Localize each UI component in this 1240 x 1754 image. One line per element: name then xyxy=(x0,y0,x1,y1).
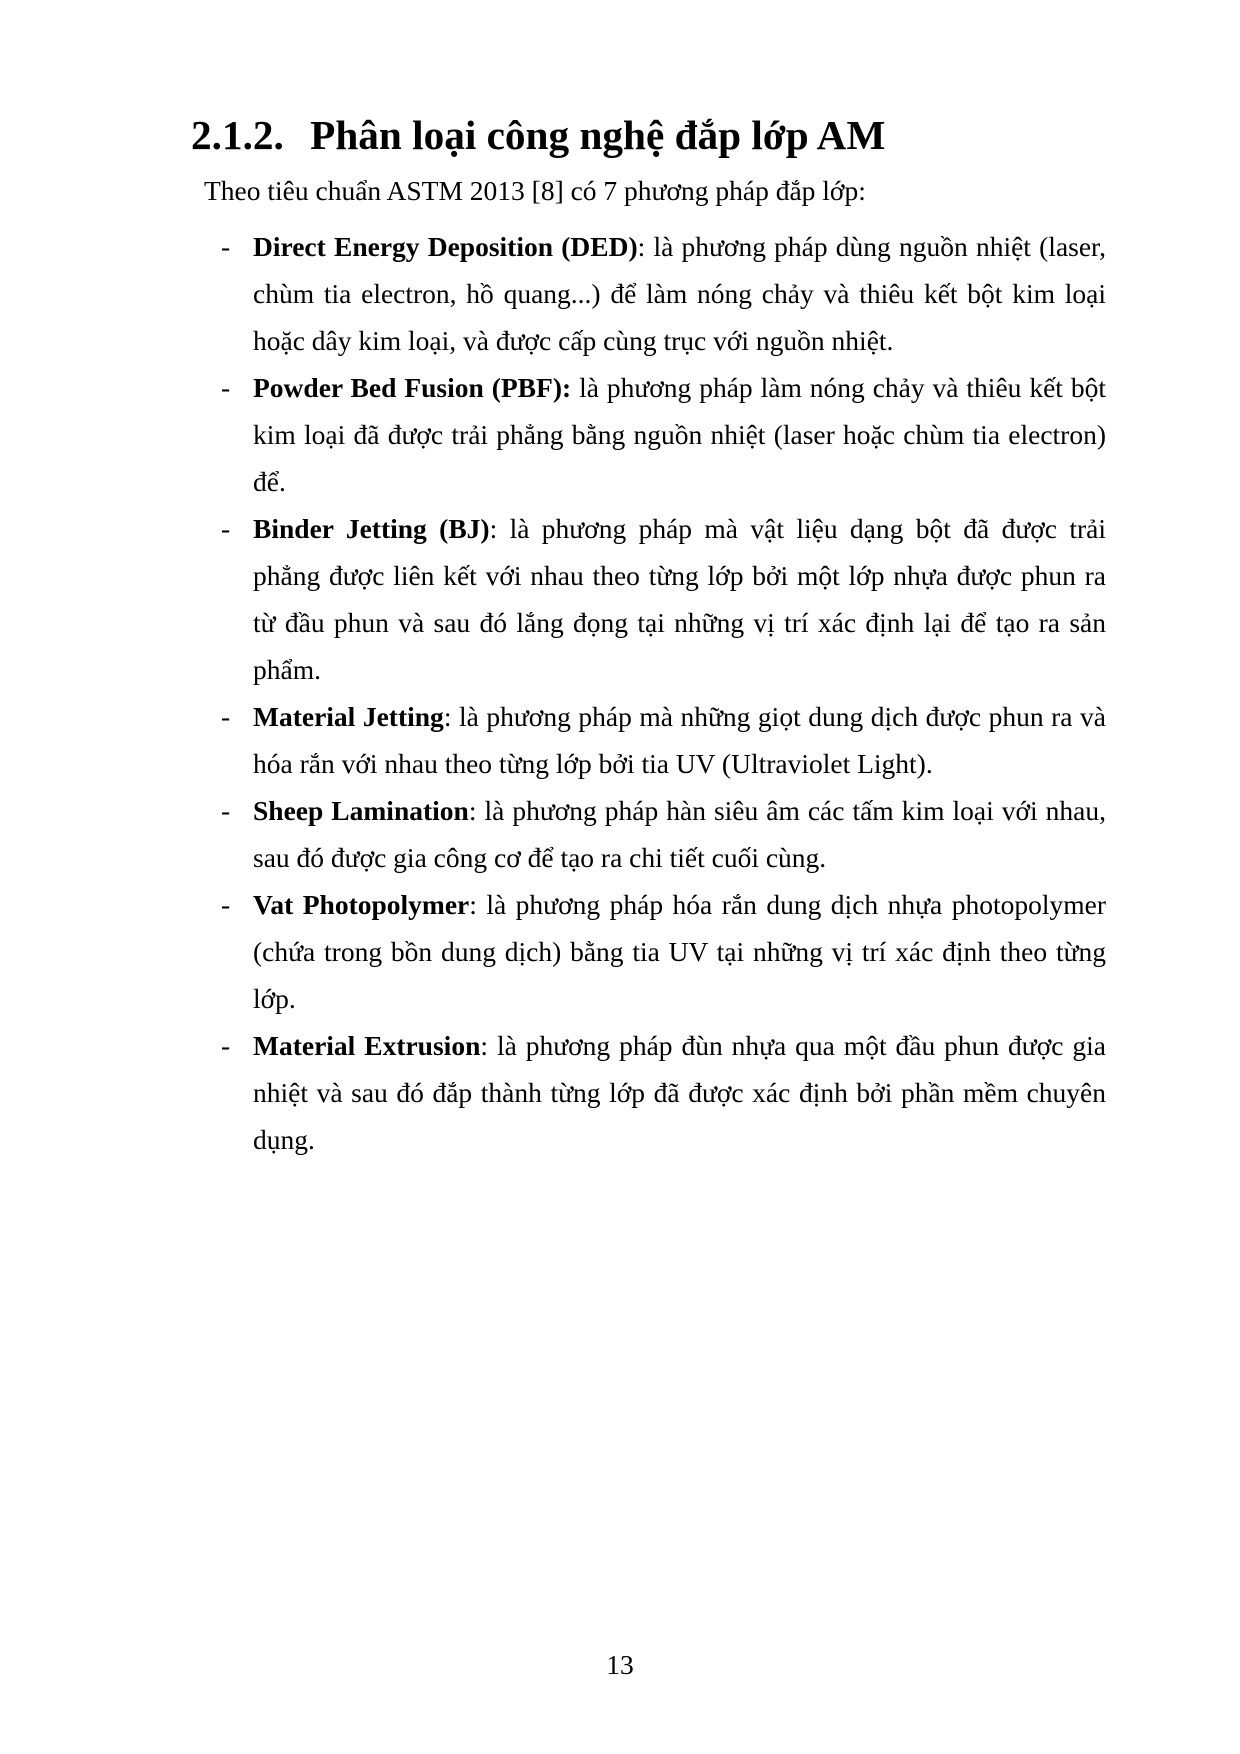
term-bold: Material Jetting xyxy=(253,701,444,732)
intro-paragraph: Theo tiêu chuẩn ASTM 2013 [8] có 7 phương pháp đắp lớp: xyxy=(204,175,866,206)
list-item xyxy=(184,881,1106,1022)
list-item xyxy=(184,787,1106,881)
bullet-marker: - xyxy=(221,795,231,826)
bullet-marker: - xyxy=(221,701,231,732)
item-text: : là phương pháp hóa rắn dung dịch nhựa photopolymer (chứa trong bồn dung dịch) bằng tia UV tại những vị trí xác định theo từng lớp. xyxy=(253,889,1107,1014)
section-title: Phân loại công nghệ đắp lớp AM xyxy=(310,112,886,158)
list-item xyxy=(184,505,1106,693)
term-bold: Material Extrusion xyxy=(253,1030,481,1061)
bullet-marker: - xyxy=(221,1030,231,1061)
section-number: 2.1.2. xyxy=(191,112,284,158)
item-text: : là phương pháp dùng nguồn nhiệt (laser, chùm tia electron, hồ quang...) để làm nóng chảy và thiêu kết bột kim loại hoặc dây kim loại, và được cấp cùng trục với nguồn nhiệt. xyxy=(253,231,1106,356)
bullet-marker: - xyxy=(221,889,231,920)
item-text: : là phương pháp hàn siêu âm các tấm kim loại với nhau, sau đó được gia công cơ để tạo ra chi tiết cuối cùng. xyxy=(253,795,1106,873)
term-bold: Binder Jetting (BJ) xyxy=(253,513,490,544)
item-text: : là phương pháp đùn nhựa qua một đầu phun được gia nhiệt và sau đó đắp thành từng lớp đã được xác định bởi phần mềm chuyên dụng. xyxy=(253,1030,1106,1155)
item-text: : là phương pháp mà những giọt dung dịch được phun ra và hóa rắn với nhau theo từng lớp bởi tia UV (Ultraviolet Light). xyxy=(253,701,1106,779)
page-number: 13 xyxy=(606,1649,634,1680)
term-bold: Sheep Lamination xyxy=(253,795,469,826)
list-item xyxy=(184,693,1106,787)
bullet-marker: - xyxy=(221,231,231,262)
item-text: : là phương pháp mà vật liệu dạng bột đã được trải phẳng được liên kết với nhau theo từng lớp bởi một lớp nhựa được phun ra từ đầu phun và sau đó lắng đọng tại những vị trí xác định lại để tạo ra sản phẩm. xyxy=(253,513,1106,685)
list-item xyxy=(184,223,1106,364)
term-bold: Direct Energy Deposition (DED) xyxy=(253,231,638,262)
list-item xyxy=(184,1022,1106,1163)
section-heading xyxy=(184,112,1106,159)
term-bold: Vat Photopolymer xyxy=(253,889,470,920)
bullet-marker: - xyxy=(221,513,231,544)
item-text: là phương pháp làm nóng chảy và thiêu kết bột kim loại đã được trải phẳng bằng nguồn nhiệt (laser hoặc chùm tia electron) để. xyxy=(253,372,1106,497)
bullet-list xyxy=(184,223,1106,1163)
list-item xyxy=(184,364,1106,505)
term-bold: Powder Bed Fusion (PBF): xyxy=(253,372,572,403)
bullet-marker: - xyxy=(221,372,231,403)
